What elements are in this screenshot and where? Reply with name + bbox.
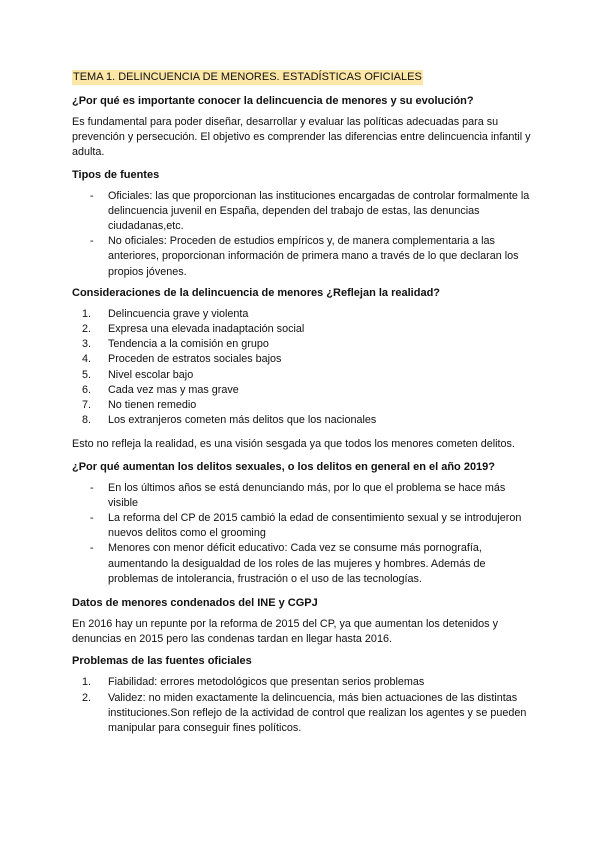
list-item-text: Oficiales: las que proporcionan las instituciones encargadas de controlar formalmente la delincuencia juvenil en España, dependen del trabajo de estas, las denuncias ciudadanas,etc. <box>108 189 530 233</box>
list-item-text: Validez: no miden exactamente la delincuencia, más bien actuaciones de las distintas instituciones.Son reflejo de la actividad de control que realizan los agentes y se pueden manipular para conseguir fines políticos. <box>108 691 527 735</box>
number-marker: 1. <box>82 676 92 689</box>
number-marker: 1. <box>82 307 92 320</box>
list-item-text: Los extranjeros cometen más delitos que los nacionales <box>108 414 377 427</box>
list-item <box>72 337 532 352</box>
list-item-text: Tendencia a la comisión en grupo <box>108 338 269 351</box>
number-marker: 7. <box>82 399 92 412</box>
number-marker: 4. <box>82 353 92 366</box>
number-marker: 8. <box>82 414 92 427</box>
bullet-marker: - <box>90 189 94 202</box>
list-item <box>72 322 532 337</box>
section-paragraph-ine-cgpj: En 2016 hay un repunte por la reforma de 2015 del CP, ya que aumentan los detenidos y denuncias en 2015 pero las condenas tardan en llegar hasta 2016. <box>72 618 498 646</box>
bullet-marker: - <box>90 512 94 525</box>
bullet-list-sexual-crimes <box>72 481 532 587</box>
number-marker: 6. <box>82 383 92 396</box>
list-item <box>72 352 532 367</box>
bullet-marker: - <box>90 481 94 494</box>
list-item <box>72 307 532 322</box>
list-item <box>72 541 532 587</box>
section-paragraph-considerations: Esto no refleja la realidad, es una visión sesgada ya que todos los menores cometen delitos. <box>72 438 515 451</box>
list-item <box>72 368 532 383</box>
section-heading-ine-cgpj: Datos de menores condenados del INE y CGPJ <box>72 597 318 610</box>
number-marker: 5. <box>82 368 92 381</box>
list-item-text: La reforma del CP de 2015 cambió la edad de consentimiento sexual y se introdujeron nuevos delitos como el grooming <box>108 512 522 540</box>
list-item-text: No tienen remedio <box>108 399 197 412</box>
list-item-text: No oficiales: Proceden de estudios empíricos y, de manera complementaria a las anteriores, proporcionan información de primera mano a través de lo que declaran los propios jóvenes. <box>108 235 519 278</box>
list-item-text: En los últimos años se está denunciando más, por lo que el problema se hace más visible <box>108 481 506 509</box>
list-item <box>72 189 532 235</box>
list-item <box>72 481 532 511</box>
list-item <box>72 675 532 690</box>
list-item <box>72 383 532 398</box>
document-content <box>72 70 532 742</box>
list-item-text: Expresa una elevada inadaptación social <box>108 323 305 336</box>
numbered-list-official-problems <box>72 675 532 736</box>
document-title: TEMA 1. DELINCUENCIA DE MENORES. ESTADÍSTICAS OFICIALES <box>73 71 422 83</box>
list-item <box>72 398 532 413</box>
bullet-marker: - <box>90 542 94 555</box>
list-item-text: Fiabilidad: errores metodológicos que presentan serios problemas <box>108 676 425 689</box>
list-item-text: Cada vez mas y mas grave <box>108 383 239 396</box>
section-heading-source-types: Tipos de fuentes <box>72 168 160 181</box>
list-item <box>72 234 532 280</box>
number-marker: 2. <box>82 323 92 336</box>
list-item <box>72 413 532 428</box>
numbered-list-considerations <box>72 307 532 429</box>
section-heading-considerations: Consideraciones de la delincuencia de menores ¿Reflejan la realidad? <box>72 286 441 299</box>
bullet-list-source-types <box>72 189 532 280</box>
bullet-marker: - <box>90 235 94 248</box>
number-marker: 2. <box>82 691 92 704</box>
section-heading-importance: ¿Por qué es importante conocer la delincuencia de menores y su evolución? <box>72 95 474 107</box>
list-item-text: Nivel escolar bajo <box>108 368 194 381</box>
list-item <box>72 511 532 541</box>
section-heading-official-problems: Problemas de las fuentes oficiales <box>72 655 252 668</box>
section-paragraph-importance: Es fundamental para poder diseñar, desarrollar y evaluar las políticas adecuadas para su prevención y persecución. El objetivo es comprender las diferencias entre delincuencia infantil y adulta. <box>72 116 531 159</box>
number-marker: 3. <box>82 338 92 351</box>
list-item-text: Delincuencia grave y violenta <box>108 307 249 320</box>
section-heading-sexual-crimes: ¿Por qué aumentan los delitos sexuales, o los delitos en general en el año 2019? <box>72 460 496 473</box>
list-item <box>72 691 532 737</box>
list-item-text: Menores con menor déficit educativo: Cada vez se consume más pornografía, aumentando la desigualdad de los roles de las mujeres y hombres. Además de problemas de intolerancia, frustración o el uso de las tecnologías. <box>108 542 486 585</box>
list-item-text: Proceden de estratos sociales bajos <box>108 353 282 366</box>
